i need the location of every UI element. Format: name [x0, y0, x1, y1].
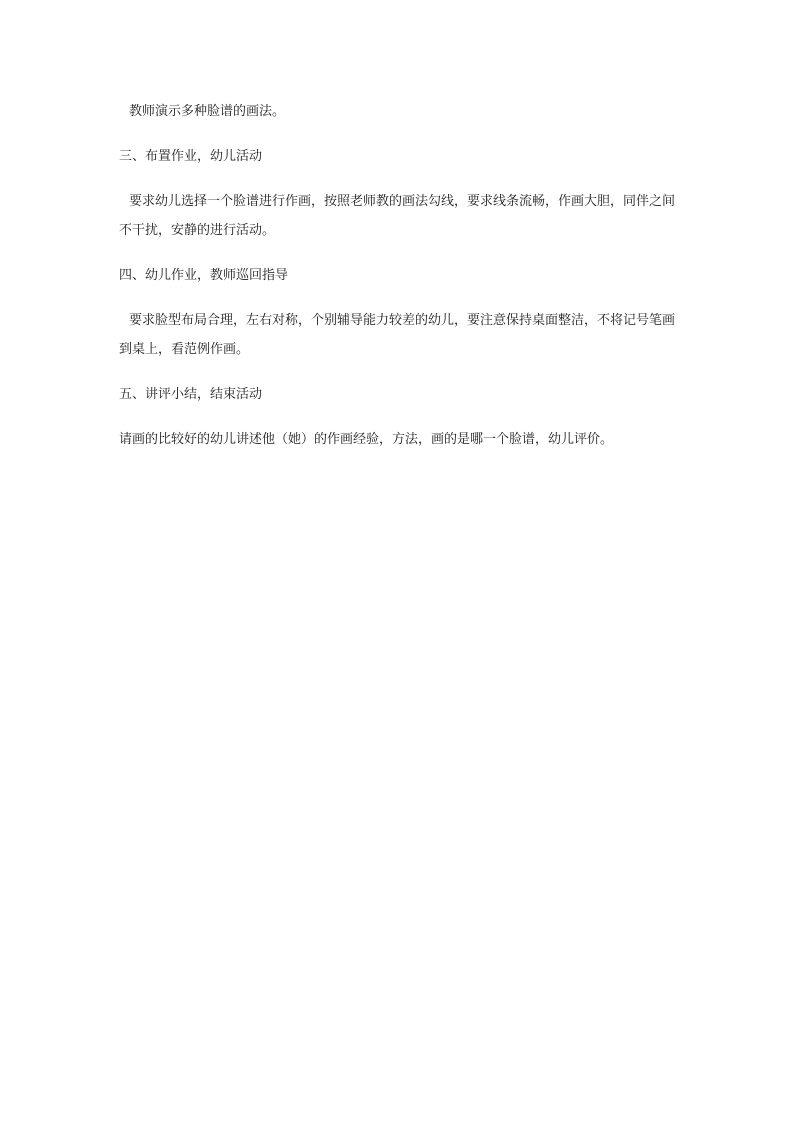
paragraph-summary: 请画的比较好的幼儿讲述他（她）的作画经验，方法，画的是哪一个脸谱，幼儿评价。	[119, 432, 614, 447]
paragraph-assignment: 要求幼儿选择一个脸谱进行作画，按照老师教的画法勾线，要求线条流畅，作画大胆，同伴之间不干扰，安静的进行活动。	[119, 194, 676, 238]
heading-section-three: 三、布置作业，幼儿活动	[119, 149, 263, 164]
document-body	[119, 97, 679, 454]
paragraph-guidance: 要求脸型布局合理，左右对称，个别辅导能力较差的幼儿，要注意保持桌面整洁，不将记号笔画到桌上，看范例作画。	[119, 313, 676, 357]
heading-section-four: 四、幼儿作业，教师巡回指导	[119, 268, 289, 283]
paragraph-teacher-demo: 教师演示多种脸谱的画法。	[129, 104, 286, 119]
heading-section-five: 五、讲评小结，结束活动	[119, 387, 263, 402]
